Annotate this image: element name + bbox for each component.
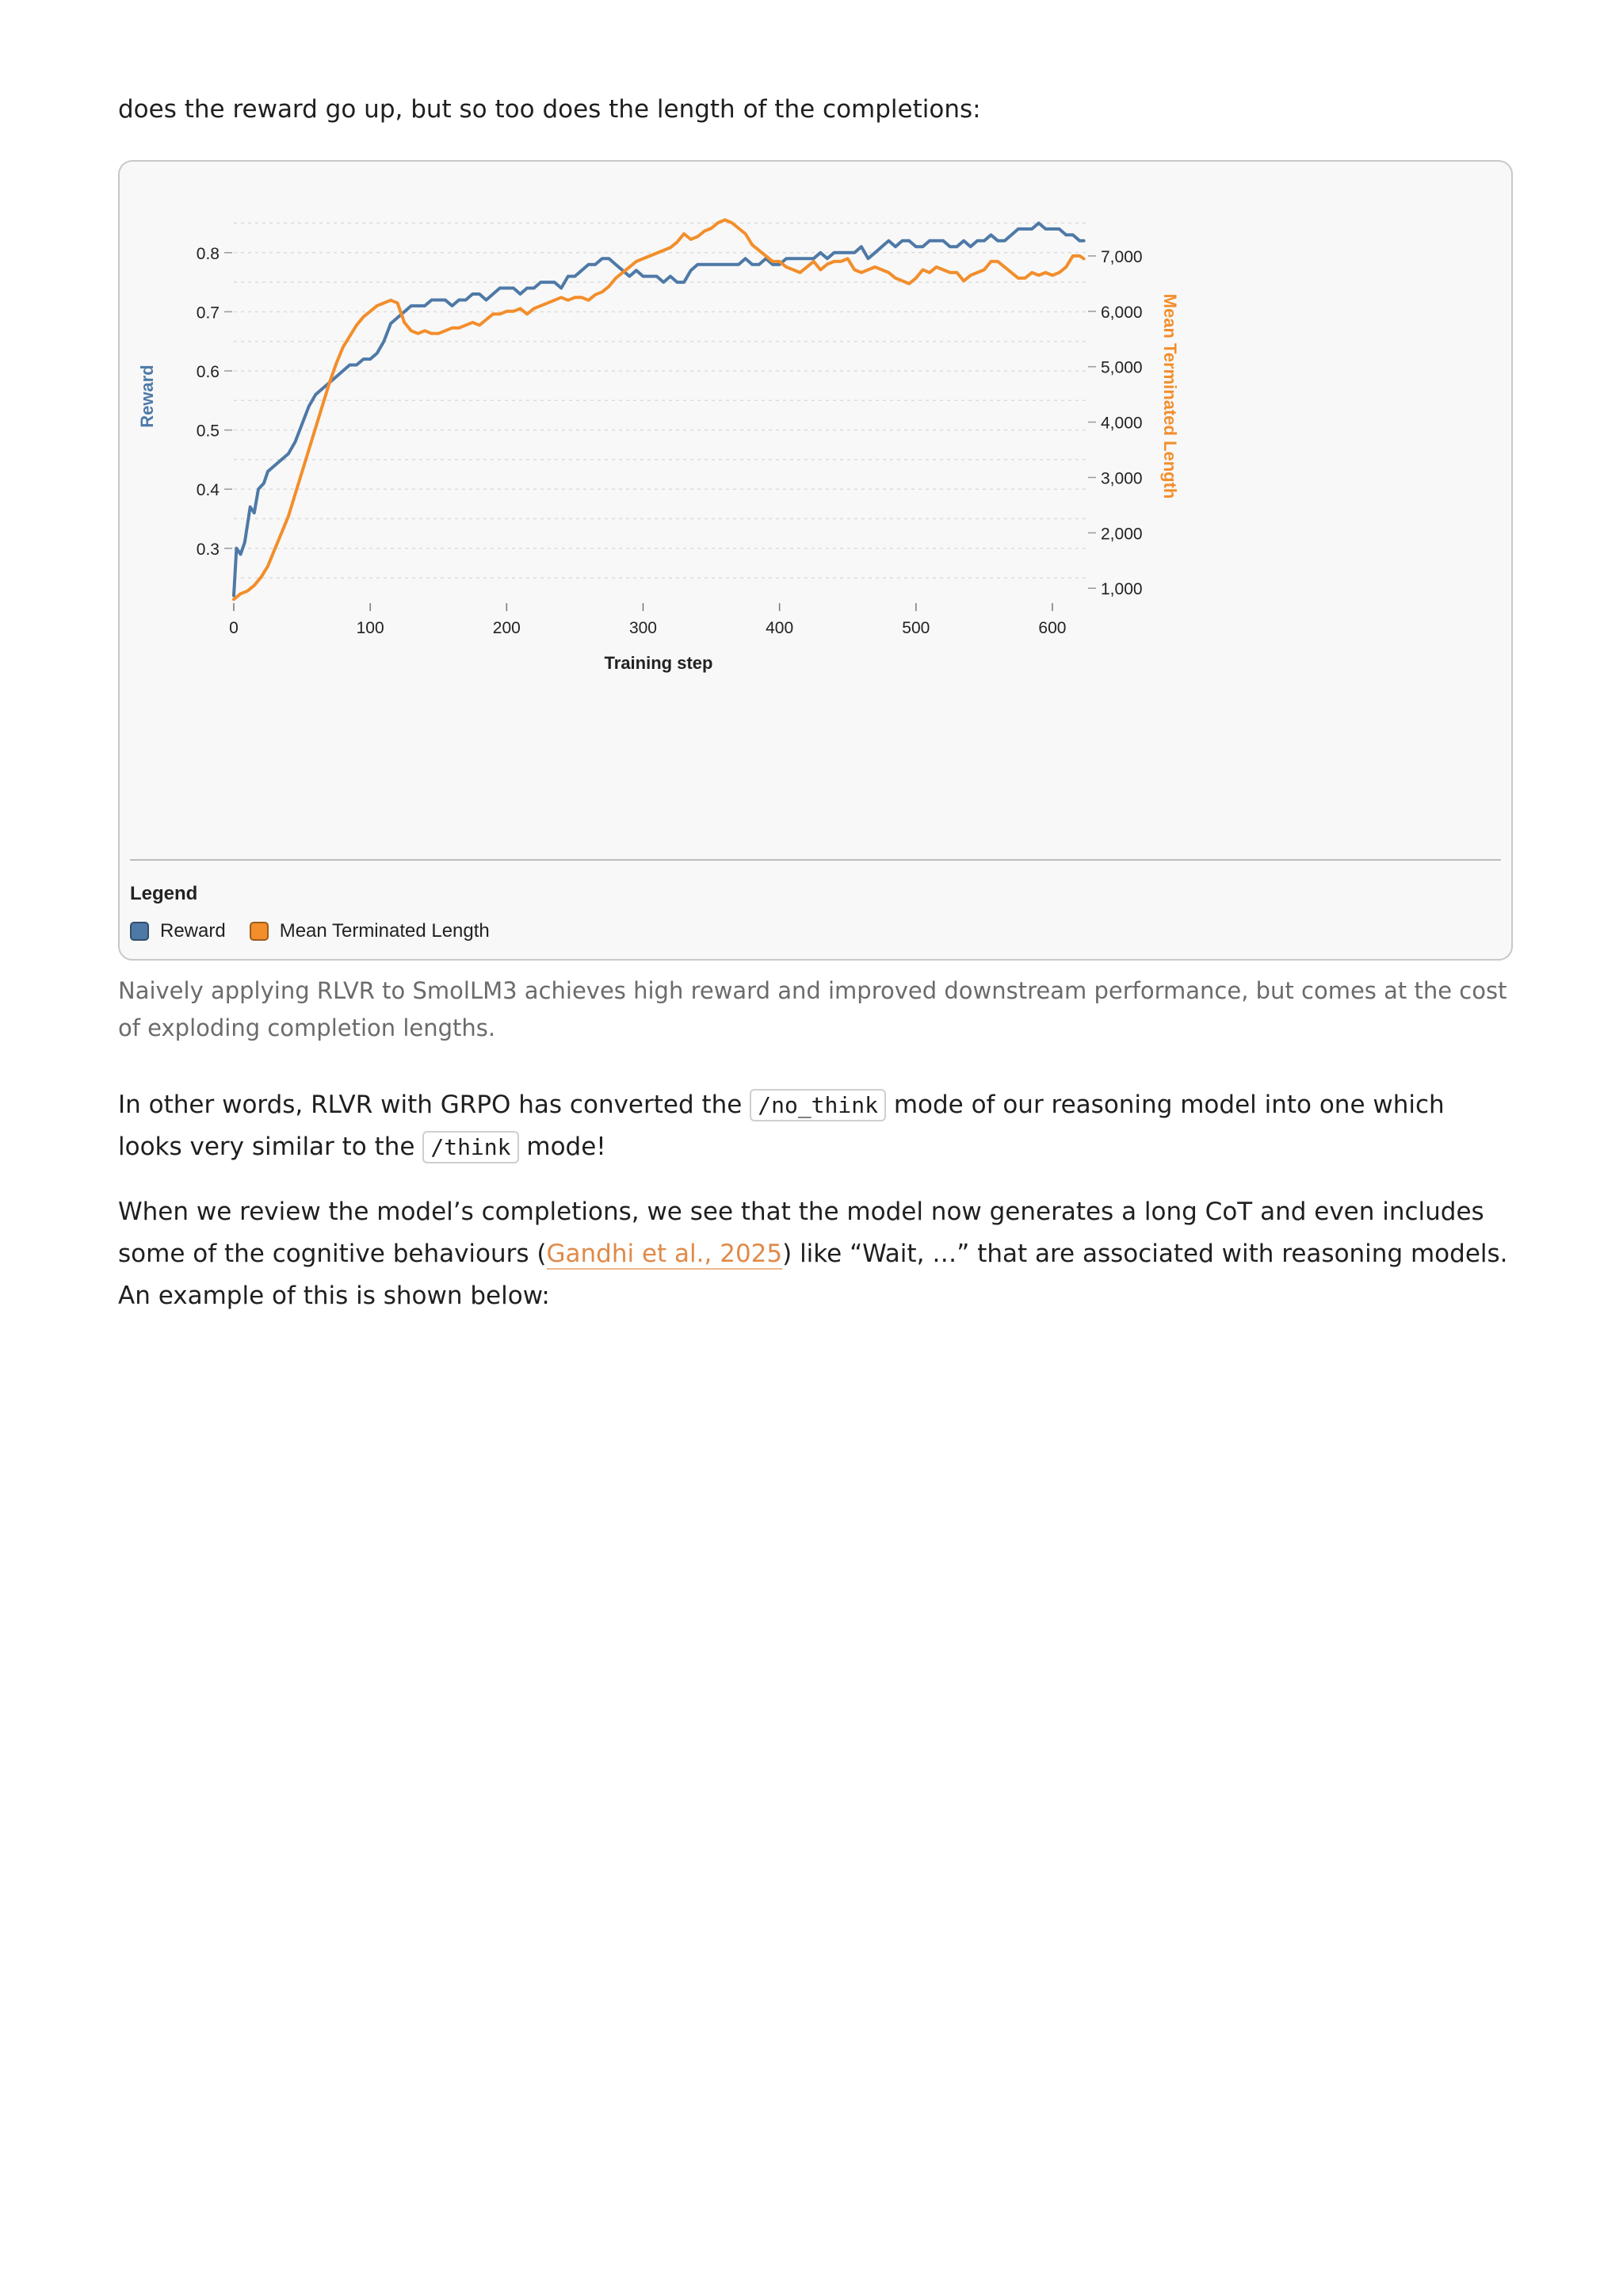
x-tick-label: 200 bbox=[492, 619, 521, 637]
legend-title: Legend bbox=[130, 883, 198, 904]
series-lines bbox=[234, 220, 1084, 600]
legend-label-reward: Reward bbox=[160, 920, 226, 942]
code-no-think: /no_think bbox=[750, 1089, 886, 1121]
right-tick-label: 6,000 bbox=[1101, 303, 1143, 322]
right-y-axis bbox=[1088, 248, 1143, 598]
left-tick-label: 0.7 bbox=[196, 304, 220, 323]
paragraph-completions-review bbox=[118, 1191, 1513, 1317]
legend bbox=[130, 920, 514, 942]
para1-text-a: In other words, RLVR with GRPO has converted the bbox=[118, 1091, 750, 1119]
intro-paragraph: does the reward go up, but so too does the length of the completions: bbox=[118, 95, 981, 124]
left-tick-label: 0.6 bbox=[196, 363, 220, 381]
left-tick-label: 0.4 bbox=[196, 481, 220, 500]
para2-text-a: When we review the model’s completions, we see that the model now generates a long CoT and even includes some of the cognitive behaviours ( bbox=[118, 1198, 1484, 1268]
legend-swatch-reward bbox=[130, 922, 149, 941]
x-tick-label: 600 bbox=[1038, 619, 1067, 637]
right-tick-label: 2,000 bbox=[1101, 525, 1143, 544]
x-tick-label: 500 bbox=[902, 619, 930, 637]
legend-swatch-length bbox=[250, 922, 269, 941]
left-axis-label: Reward bbox=[137, 365, 157, 428]
reward-series-line bbox=[234, 223, 1084, 596]
chart-figure bbox=[118, 160, 1513, 961]
legend-item-length bbox=[250, 920, 490, 942]
x-tick-label: 400 bbox=[766, 619, 794, 637]
legend-label-length: Mean Terminated Length bbox=[279, 920, 490, 942]
right-tick-label: 5,000 bbox=[1101, 358, 1143, 377]
x-tick-label: 0 bbox=[229, 619, 239, 637]
x-tick-label: 300 bbox=[628, 619, 658, 637]
code-think: /think bbox=[422, 1131, 518, 1163]
right-tick-label: 1,000 bbox=[1101, 580, 1143, 599]
left-y-axis bbox=[197, 245, 232, 559]
legend-item-reward bbox=[130, 920, 226, 942]
para2-text-b: ) like “Wait, …” that are associated with reasoning models. An example of this is shown below: bbox=[118, 1240, 1508, 1310]
left-tick-label: 0.3 bbox=[196, 540, 220, 559]
right-axis-label: Mean Terminated Length bbox=[1160, 293, 1180, 499]
right-tick-label: 3,000 bbox=[1101, 469, 1143, 488]
para1-text-b: mode of our reasoning model into one which looks very similar to the bbox=[118, 1091, 1445, 1161]
right-tick-label: 4,000 bbox=[1101, 414, 1143, 433]
citation-link[interactable]: Gandhi et al., 2025 bbox=[546, 1240, 783, 1268]
right-tick-label: 7,000 bbox=[1101, 247, 1143, 266]
dual-axis-line-chart bbox=[120, 162, 1511, 959]
x-axis-label: Training step bbox=[604, 653, 713, 673]
paragraph-think-mode bbox=[118, 1084, 1513, 1168]
x-tick-label: 100 bbox=[356, 619, 384, 637]
left-tick-label: 0.5 bbox=[196, 422, 220, 441]
x-axis bbox=[229, 603, 1066, 637]
legend-divider bbox=[130, 859, 1501, 861]
para1-text-c: mode! bbox=[518, 1133, 606, 1161]
figure-caption: Naively applying RLVR to SmolLM3 achieves high reward and improved downstream performance, but comes at the cost of exploding completion lengths. bbox=[118, 977, 1507, 1041]
left-tick-label: 0.8 bbox=[196, 244, 220, 263]
